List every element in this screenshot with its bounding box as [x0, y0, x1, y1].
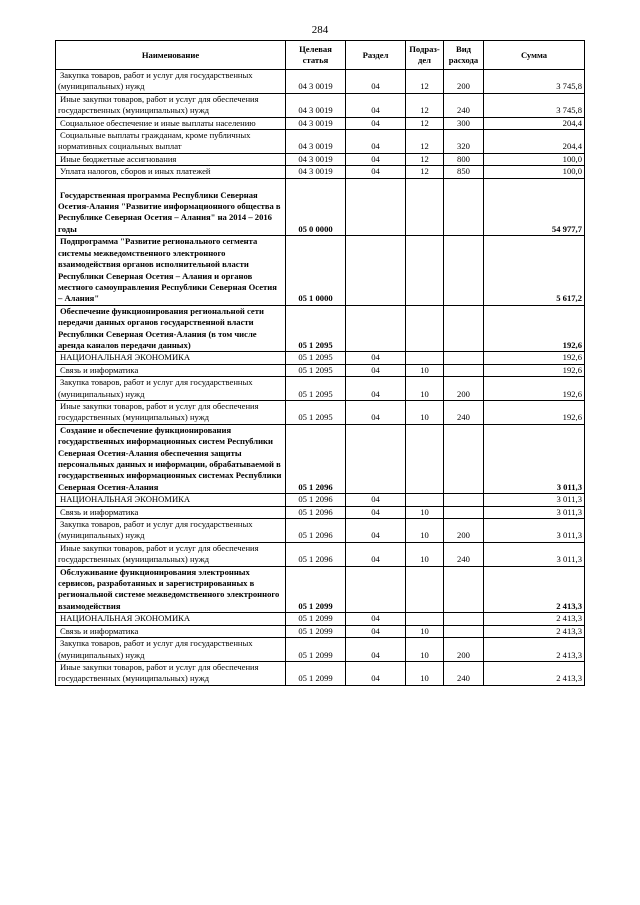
table-row [56, 625, 585, 637]
row-section: 04 [346, 70, 406, 94]
row-name: НАЦИОНАЛЬНАЯ ЭКОНОМИКА [56, 613, 286, 625]
row-section: 04 [346, 377, 406, 401]
row-code: 05 1 2096 [286, 519, 346, 543]
row-kind [444, 178, 484, 236]
row-subsection: 12 [406, 117, 444, 129]
row-subsection [406, 178, 444, 236]
row-name: Закупка товаров, работ и услуг для государственных (муниципальных) нужд [56, 377, 286, 401]
row-section: 04 [346, 625, 406, 637]
row-subsection [406, 613, 444, 625]
table-row [56, 377, 585, 401]
row-code: 05 1 2099 [286, 613, 346, 625]
row-code: 05 1 2099 [286, 625, 346, 637]
row-subsection: 10 [406, 542, 444, 566]
table-row [56, 542, 585, 566]
row-name: Иные закупки товаров, работ и услуг для обеспечения государственных (муниципальных) нужд [56, 400, 286, 424]
row-section [346, 178, 406, 236]
row-section: 04 [346, 506, 406, 518]
row-kind: 300 [444, 117, 484, 129]
row-sum: 2 413,3 [484, 613, 585, 625]
row-section [346, 236, 406, 305]
row-name: НАЦИОНАЛЬНАЯ ЭКОНОМИКА [56, 494, 286, 506]
row-code: 05 1 2095 [286, 400, 346, 424]
row-section: 04 [346, 661, 406, 685]
row-code: 04 3 0019 [286, 153, 346, 165]
row-sum: 100,0 [484, 166, 585, 178]
row-sum: 204,4 [484, 117, 585, 129]
row-sum: 192,6 [484, 352, 585, 364]
row-kind: 320 [444, 130, 484, 154]
row-code: 04 3 0019 [286, 93, 346, 117]
row-kind: 240 [444, 93, 484, 117]
row-code: 05 0 0000 [286, 178, 346, 236]
row-subsection: 12 [406, 70, 444, 94]
row-kind: 200 [444, 70, 484, 94]
row-subsection: 10 [406, 364, 444, 376]
row-kind [444, 364, 484, 376]
row-section: 04 [346, 130, 406, 154]
row-kind: 240 [444, 400, 484, 424]
row-subsection: 10 [406, 400, 444, 424]
row-name: Связь и информатика [56, 506, 286, 518]
row-sum: 3 011,3 [484, 542, 585, 566]
row-sum: 5 617,2 [484, 236, 585, 305]
row-name: Иные закупки товаров, работ и услуг для обеспечения государственных (муниципальных) нужд [56, 661, 286, 685]
table-row [56, 364, 585, 376]
table-row [56, 130, 585, 154]
row-kind: 200 [444, 377, 484, 401]
table-row [56, 506, 585, 518]
row-section: 04 [346, 638, 406, 662]
row-section [346, 305, 406, 352]
row-name: Иные закупки товаров, работ и услуг для обеспечения государственных (муниципальных) нужд [56, 542, 286, 566]
row-code: 05 1 2095 [286, 364, 346, 376]
table-row [56, 166, 585, 178]
row-code: 05 1 2095 [286, 352, 346, 364]
row-name: НАЦИОНАЛЬНАЯ ЭКОНОМИКА [56, 352, 286, 364]
row-kind [444, 566, 484, 613]
row-subsection: 12 [406, 153, 444, 165]
row-subsection: 10 [406, 519, 444, 543]
row-subsection [406, 566, 444, 613]
row-section: 04 [346, 400, 406, 424]
row-sum: 192,6 [484, 305, 585, 352]
table-row [56, 178, 585, 236]
table-body [56, 70, 585, 686]
row-code: 04 3 0019 [286, 166, 346, 178]
table-header-row [56, 41, 585, 70]
row-subsection: 10 [406, 625, 444, 637]
row-kind: 200 [444, 519, 484, 543]
table-row [56, 117, 585, 129]
row-kind: 240 [444, 542, 484, 566]
row-section: 04 [346, 93, 406, 117]
row-kind: 800 [444, 153, 484, 165]
row-code: 05 1 0000 [286, 236, 346, 305]
row-subsection [406, 424, 444, 493]
table-row [56, 613, 585, 625]
row-section: 04 [346, 117, 406, 129]
page-number: 284 [311, 24, 329, 36]
row-kind [444, 494, 484, 506]
row-sum: 3 745,8 [484, 70, 585, 94]
table-row [56, 424, 585, 493]
row-section: 04 [346, 166, 406, 178]
table-row [56, 638, 585, 662]
table-row [56, 519, 585, 543]
row-sum: 3 011,3 [484, 519, 585, 543]
row-kind [444, 625, 484, 637]
row-name: Закупка товаров, работ и услуг для государственных (муниципальных) нужд [56, 70, 286, 94]
row-subsection: 12 [406, 93, 444, 117]
row-sum: 192,6 [484, 377, 585, 401]
row-sum: 3 011,3 [484, 424, 585, 493]
table-row [56, 352, 585, 364]
table-row [56, 236, 585, 305]
row-kind [444, 305, 484, 352]
table-row [56, 400, 585, 424]
row-section: 04 [346, 352, 406, 364]
table-row [56, 70, 585, 94]
row-subsection: 12 [406, 166, 444, 178]
row-sum: 100,0 [484, 153, 585, 165]
row-name: Подпрограмма "Развитие регионального сегмента системы межведомственного электронного взаимодействия органов исполнительной власти Республики Северная Осетия – Алания и органов местного самоуправления Республики Северная Осетия – Алания" [56, 236, 286, 305]
row-sum: 54 977,7 [484, 178, 585, 236]
header-section: Раздел [346, 41, 406, 70]
row-code: 05 1 2099 [286, 638, 346, 662]
row-sum: 2 413,3 [484, 566, 585, 613]
row-subsection [406, 352, 444, 364]
row-code: 04 3 0019 [286, 130, 346, 154]
row-name: Связь и информатика [56, 364, 286, 376]
row-name: Связь и информатика [56, 625, 286, 637]
row-name: Уплата налогов, сборов и иных платежей [56, 166, 286, 178]
row-sum: 2 413,3 [484, 625, 585, 637]
row-name: Закупка товаров, работ и услуг для государственных (муниципальных) нужд [56, 638, 286, 662]
row-subsection [406, 236, 444, 305]
header-subsection: Подраз-дел [406, 41, 444, 70]
row-kind [444, 236, 484, 305]
row-kind [444, 613, 484, 625]
header-sum: Сумма [484, 41, 585, 70]
header-name: Наименование [56, 41, 286, 70]
row-code: 05 1 2095 [286, 377, 346, 401]
header-kind: Вид расхода [444, 41, 484, 70]
row-subsection: 10 [406, 638, 444, 662]
row-name: Создание и обеспечение функционирования государственных информационных систем Республики Северная Осетия-Алания обеспечения защиты персональных данных и информации, обрабатываемой в государственных информационных системах Республики Северная Осетия-Алания [56, 424, 286, 493]
table-row [56, 566, 585, 613]
row-code: 04 3 0019 [286, 70, 346, 94]
row-section: 04 [346, 519, 406, 543]
row-sum: 192,6 [484, 364, 585, 376]
table-row [56, 661, 585, 685]
row-sum: 2 413,3 [484, 638, 585, 662]
row-name: Закупка товаров, работ и услуг для государственных (муниципальных) нужд [56, 519, 286, 543]
row-name: Обеспечение функционирования региональной сети передачи данных органов государственной власти Республики Северная Осетия-Алания (в том числе аренда каналов передачи данных) [56, 305, 286, 352]
row-subsection: 12 [406, 130, 444, 154]
row-subsection: 10 [406, 661, 444, 685]
header-code: Целевая статья [286, 41, 346, 70]
row-code: 04 3 0019 [286, 117, 346, 129]
row-sum: 192,6 [484, 400, 585, 424]
row-name: Социальное обеспечение и иные выплаты населению [56, 117, 286, 129]
row-subsection: 10 [406, 377, 444, 401]
table-row [56, 93, 585, 117]
row-name: Обслуживание функционирования электронных сервисов, разработанных и зарегистрированных в региональной системе межведомственного электронного взаимодействия [56, 566, 286, 613]
row-name: Иные бюджетные ассигнования [56, 153, 286, 165]
row-code: 05 1 2096 [286, 542, 346, 566]
row-kind: 200 [444, 638, 484, 662]
row-code: 05 1 2099 [286, 661, 346, 685]
row-name: Государственная программа Республики Северная Осетия-Алания "Развитие информационного общества в Республике Северная Осетия – Алания" на 2014 – 2016 годы [56, 178, 286, 236]
row-code: 05 1 2095 [286, 305, 346, 352]
row-name: Иные закупки товаров, работ и услуг для обеспечения государственных (муниципальных) нужд [56, 93, 286, 117]
row-code: 05 1 2096 [286, 506, 346, 518]
row-kind: 240 [444, 661, 484, 685]
row-code: 05 1 2096 [286, 494, 346, 506]
row-subsection [406, 305, 444, 352]
row-section [346, 424, 406, 493]
row-section: 04 [346, 613, 406, 625]
row-section: 04 [346, 494, 406, 506]
row-kind [444, 506, 484, 518]
row-sum: 2 413,3 [484, 661, 585, 685]
row-kind [444, 352, 484, 364]
table-row [56, 153, 585, 165]
row-section: 04 [346, 153, 406, 165]
row-kind: 850 [444, 166, 484, 178]
row-kind [444, 424, 484, 493]
table-row [56, 494, 585, 506]
row-sum: 3 011,3 [484, 494, 585, 506]
row-code: 05 1 2096 [286, 424, 346, 493]
row-subsection [406, 494, 444, 506]
row-subsection: 10 [406, 506, 444, 518]
row-section [346, 566, 406, 613]
row-sum: 3 745,8 [484, 93, 585, 117]
row-name: Социальные выплаты гражданам, кроме публичных нормативных социальных выплат [56, 130, 286, 154]
row-sum: 3 011,3 [484, 506, 585, 518]
row-sum: 204,4 [484, 130, 585, 154]
row-code: 05 1 2099 [286, 566, 346, 613]
row-section: 04 [346, 542, 406, 566]
row-section: 04 [346, 364, 406, 376]
budget-table [55, 40, 585, 686]
table-row [56, 305, 585, 352]
